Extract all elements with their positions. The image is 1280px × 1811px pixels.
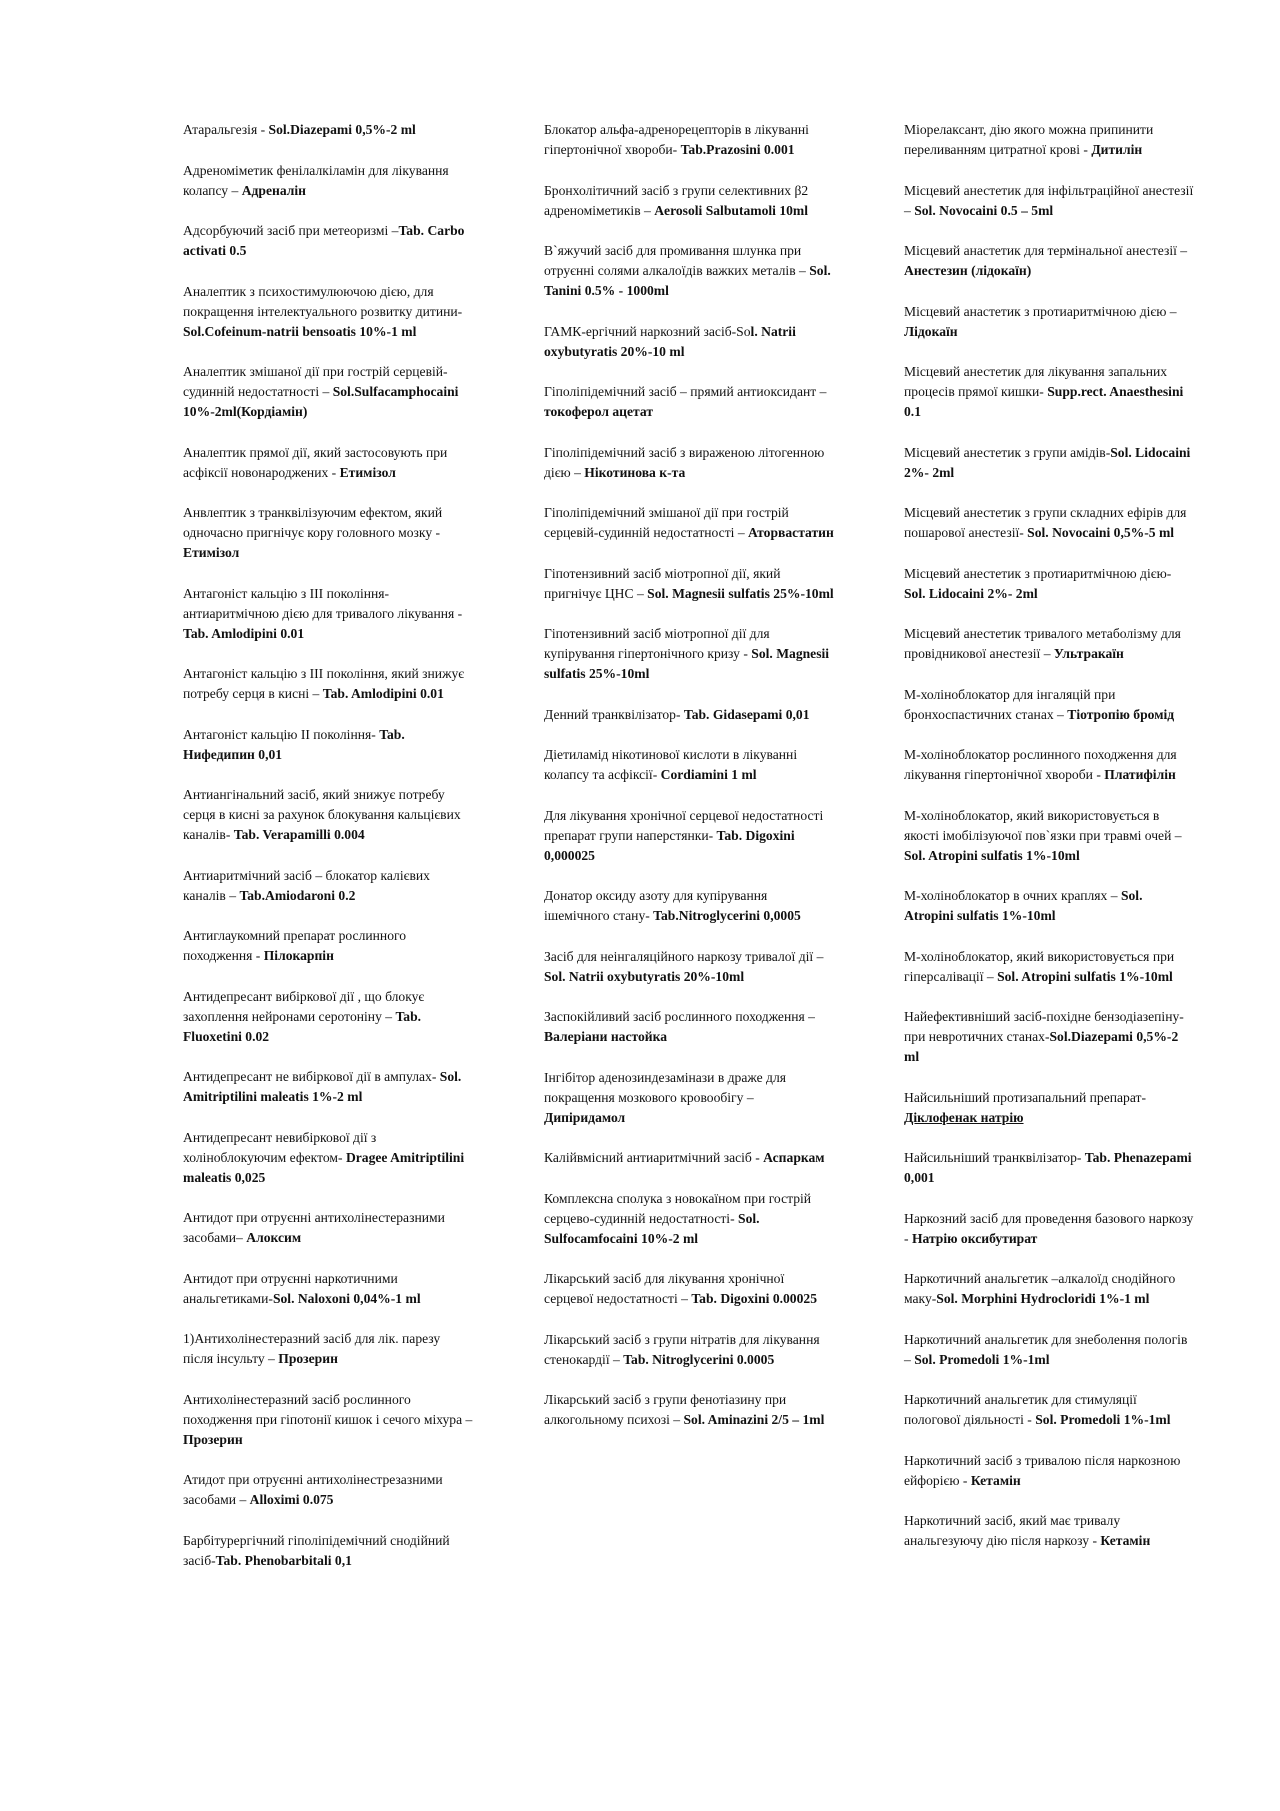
drug-entry <box>904 302 1194 342</box>
entry-answer: Tab. Carbo activati 0.5 <box>183 223 465 258</box>
drug-entry <box>544 1007 834 1047</box>
entry-answer: Sol.Sulfacamphocaini 10%-2ml(Кордіамін) <box>183 384 459 419</box>
drug-entry <box>904 1209 1194 1249</box>
entry-description: Місцевий анестетик тривалого метаболізму для провідникової анестезії – <box>904 626 1181 661</box>
drug-entry <box>904 1511 1194 1551</box>
entry-description: Наркотичний засіб з тривалою після наркозною ейфорією - <box>904 1452 1181 1488</box>
entry-description: Гіпотензивний засіб міотропної дії для купірування гіпертонічного кризу - <box>544 626 770 661</box>
entry-answer: Cordiamini 1 ml <box>660 767 757 782</box>
entry-answer: l. Natrii oxybutyratis 20%-10 ml <box>544 323 796 359</box>
drug-entry <box>544 120 834 160</box>
entry-answer: Дитилін <box>1091 142 1143 157</box>
entry-answer: Tab. Gidasepami 0,01 <box>683 706 810 722</box>
entry-answer: Дипіридамол <box>544 1109 626 1125</box>
drug-entry <box>183 725 473 765</box>
entry-description: Антагоніст кальцію ІІ покоління- <box>183 726 380 742</box>
entry-description: Місцевий анестетик з протиаритмічною дією- <box>904 565 1172 581</box>
entry-answer: Кетамін <box>970 1472 1021 1488</box>
drug-entry <box>544 564 834 604</box>
entry-description: Адреноміметик фенілалкіламін для лікування колапсу – <box>183 162 449 198</box>
entry-description: Наркотичний анальгетик для стимуляції пологової діяльності - <box>904 1392 1137 1427</box>
drug-entry <box>544 1390 834 1430</box>
drug-entry <box>183 221 473 261</box>
entry-description: Лікарський засіб з групи нітратів для лікування стенокардії – <box>544 1331 820 1367</box>
entry-description: Анвлептик з транквілізуючим ефектом, який одночасно пригнічує кору головного мозку - <box>183 505 443 540</box>
entry-description: Антидепресант невибіркової дії з холіноблокуючим ефектом- <box>183 1129 377 1165</box>
entry-answer: Кетамін <box>1100 1533 1151 1548</box>
drug-entry <box>544 947 834 987</box>
entry-description: Атидот при отруєнні антихолінестрезазними засобами – <box>183 1472 443 1507</box>
entry-description: Антиангінальний засіб, який знижує потребу серця в кисні за рахунок блокування кальцієвих каналів- <box>183 787 461 842</box>
drug-entry <box>183 1470 473 1510</box>
entry-answer: Sol. Lidocaini 2%- 2ml <box>904 585 1038 601</box>
entry-answer: Tab. Нифедипин 0,01 <box>183 726 405 762</box>
entry-answer: Sol. Atropini sulfatis 1%-10ml <box>904 847 1080 863</box>
entry-answer: Sol. Tanini 0.5% - 1000ml <box>544 263 831 298</box>
entry-description: Місцевий анастетик для термінальної анестезії – <box>904 243 1188 258</box>
drug-entry <box>904 564 1194 604</box>
entry-description: Антагоніст кальцію з ІІІ покоління-антиаритмічною дією для тривалого лікування - <box>183 585 463 621</box>
entry-answer: Прозерин <box>278 1351 338 1366</box>
drug-entry <box>183 866 473 906</box>
entry-answer: Діклофенак натрію <box>904 1109 1024 1125</box>
entry-answer: Sol. Atropini sulfatis 1%-10ml <box>904 888 1143 923</box>
entry-answer: Етимізол <box>183 545 240 560</box>
entry-description: Засіб для неінгаляційного наркозу тривалої дії – <box>544 948 824 964</box>
entry-description: Найсильніший протизапальний препарат- <box>904 1089 1147 1105</box>
entry-answer: Tab. Digoxini 0,000025 <box>544 827 795 863</box>
drug-entry <box>904 886 1194 926</box>
drug-entry <box>544 241 834 301</box>
entry-answer: Aerosoli Salbutamoli 10ml <box>654 202 809 218</box>
entry-answer: Sol. Naloxoni 0,04%-1 ml <box>272 1290 421 1306</box>
drug-entry <box>183 161 473 201</box>
entry-answer: Sol. Natrii oxybutyratis 20%-10ml <box>544 968 745 984</box>
entry-answer: Sol. Amitriptilini maleatis 1%-2 ml <box>183 1069 462 1104</box>
entry-answer: Sol. Magnesii sulfatis 25%-10ml <box>647 585 834 601</box>
column-3 <box>904 120 1194 1572</box>
entry-answer: Sol. Atropini sulfatis 1%-10ml <box>997 968 1173 984</box>
entry-answer: Платифілін <box>1104 767 1176 782</box>
drug-entry <box>544 1189 834 1249</box>
drug-entry <box>544 503 834 543</box>
drug-entry <box>183 987 473 1047</box>
drug-entry <box>904 685 1194 725</box>
drug-entry <box>904 806 1194 866</box>
entry-description: Антагоніст кальцію з ІІІ покоління, який знижує потребу серця в кисні – <box>183 666 465 701</box>
entry-description: Інгібітор аденозиндезамінази в драже для покращення мозкового кровообігу – <box>544 1069 786 1105</box>
entry-description: Денний транквілізатор- <box>544 706 684 722</box>
entry-answer: Sol. Magnesii sulfatis 25%-10ml <box>544 646 830 681</box>
drug-entry <box>183 584 473 644</box>
entry-answer: Dragee Amitriptilini maleatis 0,025 <box>183 1149 465 1185</box>
drug-entry <box>183 362 473 422</box>
entry-description: Антиглаукомний препарат рослинного походження - <box>183 928 407 963</box>
column-2 <box>544 120 834 1451</box>
entry-description: Адсорбуючий засіб при метеоризмі – <box>183 223 399 238</box>
drug-entry <box>904 1007 1194 1067</box>
drug-entry <box>183 282 473 342</box>
drug-entry <box>904 1148 1194 1188</box>
entry-answer: Sol. Promedoli 1%-1ml <box>914 1351 1050 1367</box>
entry-description: Гіполіпідемічний засіб – прямий антиоксидант – <box>544 384 827 399</box>
drug-entry <box>904 1330 1194 1370</box>
entry-answer: Алоксим <box>246 1230 302 1245</box>
drug-entry <box>183 1390 473 1450</box>
entry-answer: Tab. Amlodipini 0.01 <box>322 686 444 701</box>
entry-answer: Tab. Verapamilli 0.004 <box>233 827 365 842</box>
entry-description: Донатор оксиду азоту для купірування ішемічного стану- <box>544 888 768 923</box>
entry-answer: Sol. Lidocaini 2%- 2ml <box>904 444 1191 480</box>
drug-entry <box>544 806 834 866</box>
entry-answer: Alloximi 0.075 <box>249 1492 334 1507</box>
drug-entry <box>183 120 473 140</box>
entry-description: Барбітурергічний гіполіпідемічний снодійний засіб- <box>183 1532 450 1568</box>
entry-answer: Sol.Diazepami 0,5%-2 ml <box>268 122 416 137</box>
drug-entry <box>544 1269 834 1309</box>
entry-description: Міорелаксант, дію якого можна припинити переливанням цитратної крові - <box>904 122 1154 157</box>
drug-entry <box>544 1148 834 1168</box>
drug-entry <box>183 926 473 966</box>
drug-entry <box>544 181 834 221</box>
entry-description: Заспокійливий засіб рослинного походження – <box>544 1009 815 1024</box>
drug-entry <box>904 362 1194 422</box>
entry-answer: Ультракаїн <box>1053 646 1124 661</box>
drug-entry <box>544 886 834 926</box>
entry-answer: Sol.Diazepami 0,5%-2 ml <box>904 1029 1179 1064</box>
drug-entry <box>544 1330 834 1370</box>
entry-description: Аналептик прямої дії, який застосовують при асфіксії новонароджених - <box>183 444 448 480</box>
entry-answer: Валеріани настойка <box>544 1029 668 1044</box>
entry-answer: Tab. Phenobarbitali 0,1 <box>215 1552 352 1568</box>
drug-entry <box>904 745 1194 785</box>
column-1 <box>183 120 473 1591</box>
entry-answer: Sol. Morphini Hydrocloridi 1%-1 ml <box>936 1291 1150 1306</box>
drug-entry <box>904 443 1194 483</box>
entry-description: М-холіноблокатор, який використовується при гіперсалівації – <box>904 948 1175 984</box>
entry-description: Гіполіпідемічний засіб з вираженою літогенною дією – <box>544 444 825 480</box>
drug-entry <box>544 705 834 725</box>
entry-description: Блокатор альфа-адренорецепторів в лікуванні гіпертонічної хвороби- <box>544 122 809 157</box>
entry-answer: Tab. Nitroglycerini 0.0005 <box>623 1351 775 1367</box>
entry-answer: Tab. Fluoxetini 0.02 <box>183 1008 422 1044</box>
drug-entry <box>544 624 834 684</box>
entry-answer: Натрію оксибутират <box>911 1230 1038 1246</box>
entry-description: Гіпотензивний засіб міотропної дії, який пригнічує ЦНС – <box>544 565 781 601</box>
entry-answer: Прозерин <box>183 1431 243 1447</box>
entry-answer: Лідокаїн <box>904 323 958 339</box>
entry-description: Лікарський засіб з групи фенотіазину при алкогольному психозі – <box>544 1392 787 1427</box>
drug-entry <box>183 443 473 483</box>
entry-description: Діетиламід нікотинової кислоти в лікуванні колапсу та асфіксії- <box>544 747 798 782</box>
entry-answer: Аторвастатин <box>748 525 834 540</box>
entry-description: 1)Антихолінестеразний засіб для лік. парезу після інсульту – <box>183 1331 441 1366</box>
entry-answer: Етимізол <box>339 464 396 480</box>
entry-answer: Нікотинова к-та <box>584 464 686 480</box>
drug-entry <box>544 745 834 785</box>
entry-answer: токоферол ацетат <box>544 404 654 419</box>
drug-entry <box>544 443 834 483</box>
entry-description: Наркотичний анальгетик для знеболення пологів – <box>904 1331 1188 1367</box>
entry-description: Комплексна сполука з новокаїном при гострій серцево-судинній недостатності- <box>544 1190 812 1226</box>
entry-answer: Sol. Novocaini 0.5 – 5ml <box>914 202 1054 218</box>
drug-entry <box>183 1531 473 1571</box>
entry-answer: Анестезин (лідокаїн) <box>904 263 1032 278</box>
drug-entry <box>904 947 1194 987</box>
entry-description: Найефективніший засіб-похідне бензодіазепіну-при невротичних станах- <box>904 1009 1184 1044</box>
entry-description: Антидот при отруєнні наркотичними анальгетиками- <box>183 1270 398 1306</box>
entry-description: Антидепресант не вибіркової дії в ампулах- <box>183 1069 440 1084</box>
entry-description: Калійвмісний антиаритмічний засіб - <box>544 1150 764 1165</box>
drug-entry <box>544 1068 834 1128</box>
entry-description: Наркотичний засіб, який має тривалу анальгезуючу дію після наркозу - <box>904 1513 1121 1548</box>
entry-answer: Tab.Amiodaroni 0.2 <box>239 887 356 903</box>
entry-description: Для лікування хронічної серцевої недостатності препарат групи наперстянки- <box>544 807 824 843</box>
entry-description: Наркозний засіб для проведення базового наркозу - <box>904 1210 1194 1246</box>
entry-answer: Sol. Promedoli 1%-1ml <box>1035 1412 1171 1427</box>
entry-answer: Tab. Phenazepami 0,001 <box>904 1150 1192 1185</box>
entry-answer: Tab. Digoxini 0.00025 <box>691 1291 817 1306</box>
entry-description: Гіполіпідемічний змішаної дії при гострій серцевій-судинній недостатності – <box>544 505 789 540</box>
entry-description: М-холіноблокатор рослинного походження для лікування гіпертонічної хвороби - <box>904 747 1177 782</box>
drug-entry <box>544 322 834 362</box>
entry-description: М-холіноблокатор для інгаляцій при бронхоспастичних станах – <box>904 686 1116 722</box>
drug-entry <box>904 1390 1194 1430</box>
drug-entry <box>904 241 1194 281</box>
entry-description: Лікарський засіб для лікування хронічної серцевої недостатності – <box>544 1271 785 1306</box>
entry-description: Місцевий анестетик з групи складних ефірів для пошарової анестезії- <box>904 505 1187 540</box>
entry-answer: Supp.rect. Anaesthesini 0.1 <box>904 384 1184 419</box>
entry-answer: Sol. Aminazini 2/5 – 1ml <box>683 1412 825 1427</box>
entry-description: Наркотичний анальгетик –алкалоїд снодійного маку- <box>904 1271 1176 1306</box>
entry-answer: Sol.Cofeinum-natrii bensoatis 10%-1 ml <box>183 323 417 339</box>
entry-answer: Sol. Novocaini 0,5%-5 ml <box>1027 525 1175 540</box>
drug-entry <box>183 1208 473 1248</box>
entry-description: Місцевий анестетик для інфільтраційної анестезії – <box>904 182 1194 218</box>
drug-entry <box>904 1269 1194 1309</box>
drug-entry <box>183 1269 473 1309</box>
entry-description: Антиаритмічний засіб – блокатор калієвих каналів – <box>183 867 430 903</box>
entry-answer: Tab.Prazosini 0.001 <box>680 142 795 157</box>
drug-entry <box>183 1128 473 1188</box>
entry-description: Антихолінестеразний засіб рослинного походження при гіпотонії кишок і сечого міхура – <box>183 1391 473 1427</box>
entry-answer: Аспаркам <box>763 1150 825 1165</box>
entry-description: Місцевий анестетик для лікування запальних процесів прямої кишки- <box>904 364 1168 399</box>
drug-entry <box>183 1329 473 1369</box>
drug-entry <box>183 785 473 845</box>
entry-description: Антидепресант вибіркової дії , що блокує захоплення нейронами серотоніну – <box>183 988 425 1024</box>
entry-description: М-холіноблокатор, який використовується в якості імобілізуючої пов`язки при травмі очей – <box>904 807 1182 843</box>
entry-answer: Tab.Nitroglycerini 0,0005 <box>653 908 801 923</box>
entry-description: Місцевий анестетик з групи амідів- <box>904 444 1111 460</box>
entry-description: Атаральгезія - <box>183 122 269 137</box>
entry-answer: Tab. Amlodipini 0.01 <box>183 625 305 641</box>
drug-entry <box>544 382 834 422</box>
drug-entry <box>904 624 1194 664</box>
drug-entry <box>904 181 1194 221</box>
entry-description: Бронхолітичний засіб з групи селективних β2 адреноміметиків – <box>544 182 809 218</box>
entry-description: ГАМК-ергічний наркозний засіб-So <box>544 323 751 339</box>
entry-description: Місцевий анастетик з протиаритмічною дією – <box>904 303 1177 319</box>
drug-entry <box>904 1088 1194 1128</box>
drug-entry <box>904 503 1194 543</box>
entry-answer: Адреналін <box>241 182 306 198</box>
entry-description: Антидот при отруєнні антихолінестеразними засобами– <box>183 1210 445 1245</box>
entry-answer: Пілокарпін <box>263 948 334 963</box>
entry-description: Аналептик змішаної дії при гострій серцевій-судинній недостатності – <box>183 364 448 399</box>
entry-description: Найсильніший транквілізатор- <box>904 1150 1085 1165</box>
drug-entry <box>183 1067 473 1107</box>
drug-entry <box>183 503 473 563</box>
entry-answer: Sol. Sulfocamfocaini 10%-2 ml <box>544 1210 760 1246</box>
drug-entry <box>904 1451 1194 1491</box>
entry-description: Аналептик з психостимулюючою дією, для покращення інтелектуального розвитку дитини- <box>183 283 463 319</box>
entry-description: М-холіноблокатор в очних краплях – <box>904 888 1121 903</box>
drug-entry <box>904 120 1194 160</box>
entry-answer: Тіотропію бромід <box>1067 706 1175 722</box>
drug-entry <box>183 664 473 704</box>
entry-description: В`яжучий засіб для промивання шлунка при отруєнні солями алкалоїдів важких металів – <box>544 243 810 278</box>
